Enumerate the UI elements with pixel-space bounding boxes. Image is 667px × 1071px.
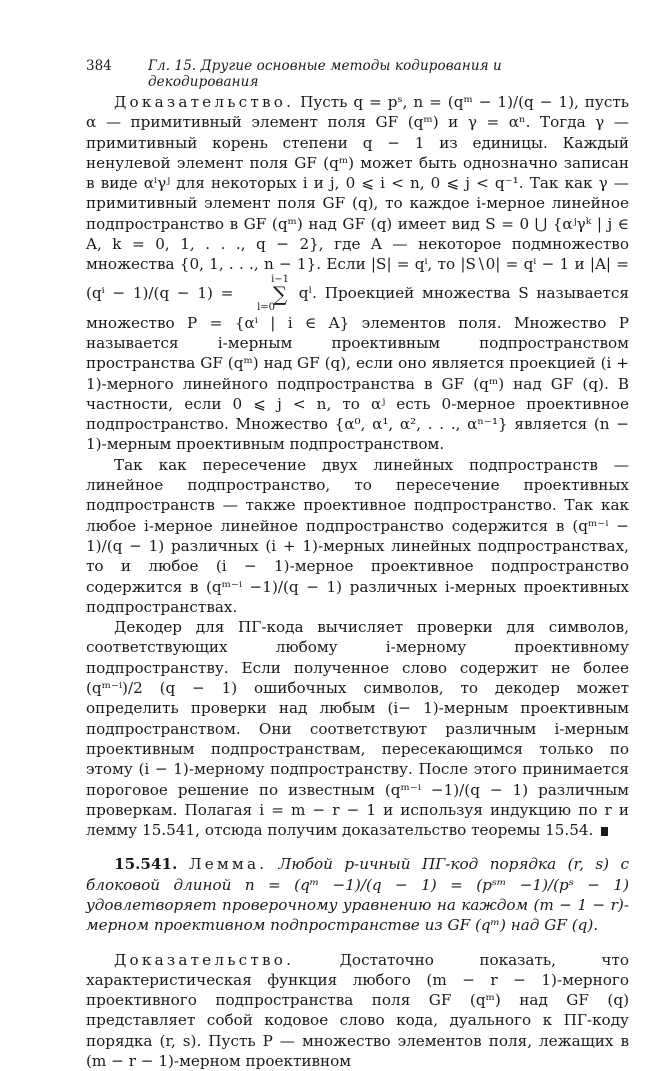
page-header — [86, 58, 570, 90]
sum-upper-limit: i−1 — [271, 273, 290, 285]
sum-lower-limit: l=0 — [257, 301, 276, 313]
lemma-paragraph — [86, 854, 629, 935]
paragraph-decoder — [86, 617, 629, 840]
paragraph-intersection: Так как пересечение двух линейных подпространств — линейное подпространство, то пересечение проективных подпространств — также проективное подпространство. Так как любое i-мерное линейное подпространство содержится в (qᵐ⁻ⁱ − 1)/(q − 1) различных (i + 1)-мерных линейных подпространствах, то и любое (i − 1)-мерное проективное подпространство содержится в (qᵐ⁻ⁱ −1)/(q − 1) различных i-мерных проективных подпространствах. — [86, 455, 629, 616]
sigma-symbol: ∑ — [272, 281, 288, 306]
proof-text-2: Достаточно показать, что характеристическая функция любого (m − r − 1)-мерного проективного подпространства поля GF (qᵐ) над GF (q) представляет собой кодовое слово кода, дуального к ПГ-коду порядка (r, s). Пусть P — множество элементов поля, лежащих в (m − r − 1)-мерном проективном — [86, 950, 630, 1071]
proof-paragraph-1 — [86, 92, 629, 455]
proof-text-part-2: qˡ. Проекцией множества S называется множество P = {αⁱ | i ∈ A} элементов поля. Множество P называется i-мерным проективным подпространством пространства GF (qᵐ) над GF (q), если оно является проекцией (i + 1)-мерного линейного подпространства в GF (qᵐ) над GF (q). В частности, если 0 ⩽ j < n, то αʲ есть 0-мерное проективное подпространство. Множество {α⁰, α¹, α², . . ., αⁿ⁻¹} является (n − 1)-мерным проективным подпространством. — [86, 283, 630, 454]
page-number: 384 — [86, 58, 112, 74]
running-head: Гл. 15. Другие основные методы кодирования и декодирования — [148, 58, 502, 90]
lemma-label: Лемма. — [188, 855, 268, 874]
lemma-number: 15.541. — [114, 855, 178, 874]
proof-paragraph-2 — [86, 950, 629, 1071]
decoder-text: Декодер для ПГ-кода вычисляет проверки для символов, соответствующих любому i-мерному проективному подпространству. Если полученное слово содержит не более (qᵐ⁻ⁱ)/2 (q − 1) ошибочных символов, то декодер может определить проверки над любым (i− 1)-мерным проективным подпространством. Они соответствуют различным i-мерным проективным подпространствам, пересекающимся только по этому (i − 1)-мерному подпространству. После этого принимается пороговое решение по известным (qᵐ⁻ⁱ −1)/(q − 1) различным проверкам. Полагая i = m − r − 1 и используя индукцию по r и лемму 15.541, отсюда получим доказательство теоремы 15.54. — [86, 618, 629, 840]
body-text — [86, 92, 629, 1071]
proof-label-2: Доказательство. — [114, 950, 295, 969]
summation-sign — [243, 275, 289, 313]
proof-text-part-1: Пусть q = pˢ, n = (qᵐ − 1)/(q − 1), пусть α — примитивный элемент поля GF (qᵐ) и γ = αⁿ. Тогда γ — примитивный корень степени q − 1 из единицы. Каждый ненулевой элемент поля GF (qᵐ) может быть однозначно записан в виде αⁱγʲ для некоторых i и j, 0 ⩽ i < n, 0 ⩽ j < q⁻¹. Так как γ — примитивный элемент поля GF (q), то каждое i-мерное линейное подпространство в GF (qᵐ) над GF (q) имеет вид S = 0 ⋃ {αʲγᵏ | j ∈ A, k = 0, 1, . . ., q − 2}, где A — некоторое подмножество множества {0, 1, . . ., n − 1}. Если |S| = qⁱ, то |S∖0| = qⁱ − 1 и |A| = (qⁱ − 1)/(q − 1) = — [86, 93, 630, 302]
lemma-statement: Любой p-ичный ПГ-код порядка (r, s) с блоковой длиной n = (qᵐ −1)/(q − 1) = (pˢᵐ −1)/(pˢ − 1) удовлетворяет проверочному уравнению на каждом (m − 1 − r)-мерном проективном подпространстве из GF (qᵐ) над GF (q). — [86, 855, 630, 935]
end-of-proof-mark — [601, 827, 608, 836]
proof-label: Доказательство. — [114, 93, 295, 111]
